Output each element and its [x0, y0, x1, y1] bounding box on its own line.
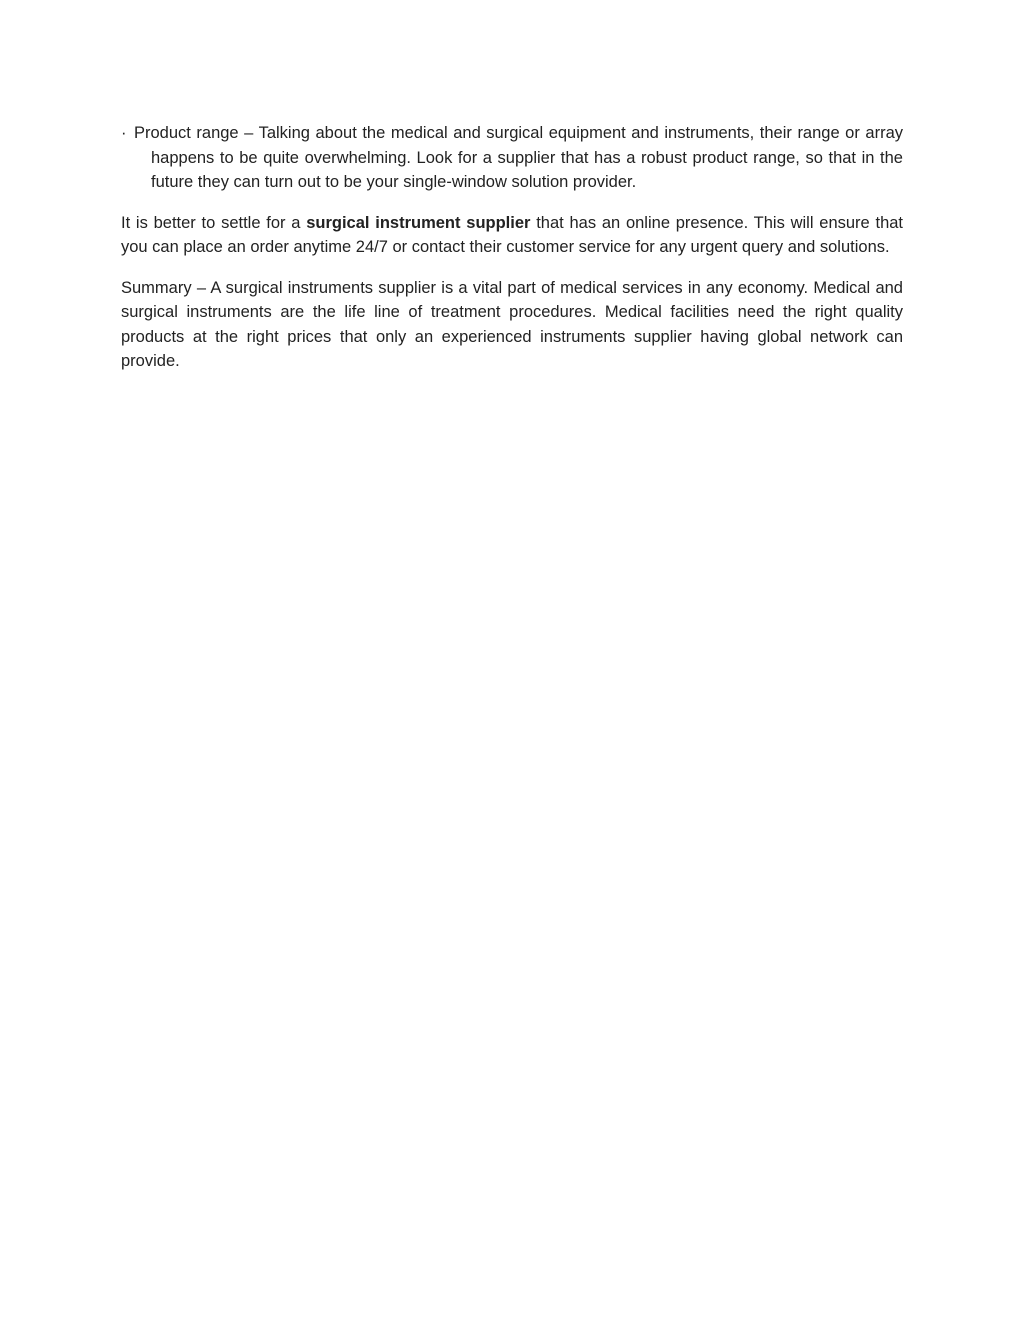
document-body	[121, 121, 903, 390]
summary-text: Summary – A surgical instruments supplier is a vital part of medical services in any economy. Medical and surgical instruments are the life line of treatment procedures. Medical facilities need the right quality products at the right prices that only an experienced instruments supplier having global network can provide.	[121, 278, 903, 370]
bullet-paragraph-product-range	[121, 121, 903, 195]
paragraph-text-before: It is better to settle for a	[121, 213, 307, 232]
paragraph-summary	[121, 276, 903, 374]
paragraph-text-after: that has an online presence. This will ensure that you can place an order anytime 24/7 or contact their customer service for any urgent query and solutions.	[121, 213, 904, 256]
paragraph-online-presence	[121, 211, 903, 260]
bullet-marker: ·	[121, 124, 127, 142]
bold-keyword: surgical instrument supplier	[306, 213, 531, 232]
bullet-text: Product range – Talking about the medical and surgical equipment and instruments, their range or array happens to be quite overwhelming. Look for a supplier that has a robust product range, so that in the future they can turn out to be your single-window solution provider.	[134, 124, 903, 191]
